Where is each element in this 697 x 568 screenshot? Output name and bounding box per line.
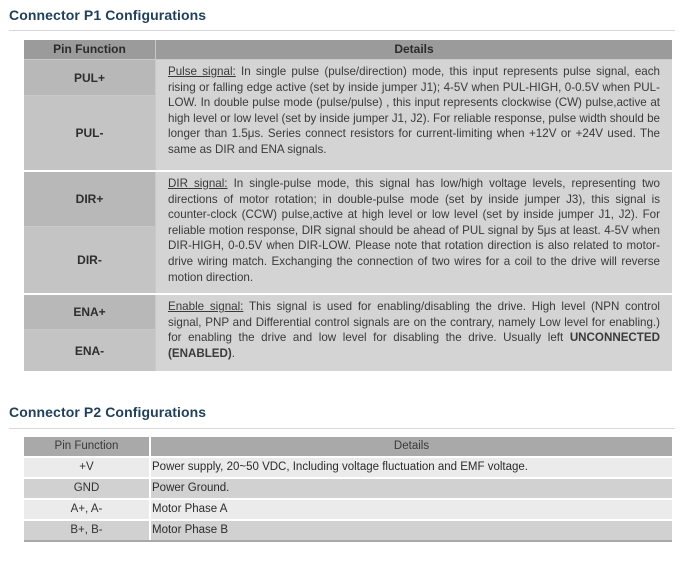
table-row <box>24 479 672 498</box>
table-row <box>24 500 672 519</box>
header-pin-function: Pin Function <box>24 437 149 456</box>
table-row <box>24 521 672 540</box>
pin-ena-minus: ENA- <box>24 330 155 371</box>
enable-signal-text: This signal is used for enabling/disabling the drive. High level (NPN control signal, PNP and Differential control signals are on the contrary, namely Low level for enabling.) for enabling the drive and low level for disabling the drive. Usually left <box>168 300 660 345</box>
pin-pul-plus: PUL+ <box>24 60 155 95</box>
pin-dir-plus: DIR+ <box>24 172 155 226</box>
connector-p2-table <box>24 437 672 540</box>
connector-p1-title: Connector P1 Configurations <box>9 7 207 23</box>
connector-p1-table <box>24 40 672 371</box>
header-details: Details <box>151 437 672 456</box>
dir-signal-label: DIR signal: <box>168 177 228 190</box>
table-bottom-border <box>24 540 672 542</box>
pin-pul-minus: PUL- <box>24 96 155 170</box>
details-cell: Power supply, 20~50 VDC, Including voltage fluctuation and EMF voltage. <box>151 458 672 477</box>
pin-cell: GND <box>24 479 149 498</box>
pin-cell: +V <box>24 458 149 477</box>
dir-details <box>156 172 672 293</box>
details-cell: Power Ground. <box>151 479 672 498</box>
pin-cell: A+, A- <box>24 500 149 519</box>
pin-cell: B+, B- <box>24 521 149 540</box>
dir-signal-text: In single-pulse mode, this signal has low/high voltage levels, representing two directions of motor rotation; in double-pulse mode (set by inside jumper J3), this signal is counter-clock (CCW) pulse,active at high level or low level (set by inside jumper J1, J2). For reliable motion response, DIR signal should be ahead of PUL signal by 5μs at least. 4-5V when DIR-HIGH, 0-0.5V when DIR-LOW. Please note that rotation direction is also related to motor-drive wiring match. Exchanging the connection of two wires for a coil to the drive will reverse motion direction. <box>168 177 661 284</box>
ena-details <box>156 295 672 371</box>
divider <box>9 428 675 429</box>
header-pin-function: Pin Function <box>24 40 155 59</box>
enable-default-state: UNCONNECTED (ENABLED) <box>168 331 660 360</box>
details-cell: Motor Phase B <box>151 521 672 540</box>
table-header-row <box>24 437 672 456</box>
divider <box>9 30 675 31</box>
header-details: Details <box>156 40 672 59</box>
pul-signal-text: In single pulse (pulse/direction) mode, this input represents pulse signal, each rising or falling edge active (set by inside jumper J1); 4-5V when PUL-HIGH, 0-0.5V when PUL-LOW. In double pulse mode (pulse/pulse) , this input represents clockwise (CW) pulse,active at high level or low level (set by inside jumper J1, J2). For reliable response, pulse width should be longer than 1.5μs. Series connect resistors for current-limiting when +12V or +24V used. The same as DIR and ENA signals. <box>168 65 660 156</box>
pin-dir-minus: DIR- <box>24 227 155 293</box>
connector-p2-title: Connector P2 Configurations <box>9 404 207 420</box>
pul-signal-label: Pulse signal: <box>168 65 236 78</box>
enable-tail: . <box>231 346 235 360</box>
table-row <box>24 458 672 477</box>
details-cell: Motor Phase A <box>151 500 672 519</box>
pul-details <box>156 60 672 170</box>
enable-signal-label: Enable signal: <box>168 300 244 313</box>
pin-ena-plus: ENA+ <box>24 295 155 329</box>
